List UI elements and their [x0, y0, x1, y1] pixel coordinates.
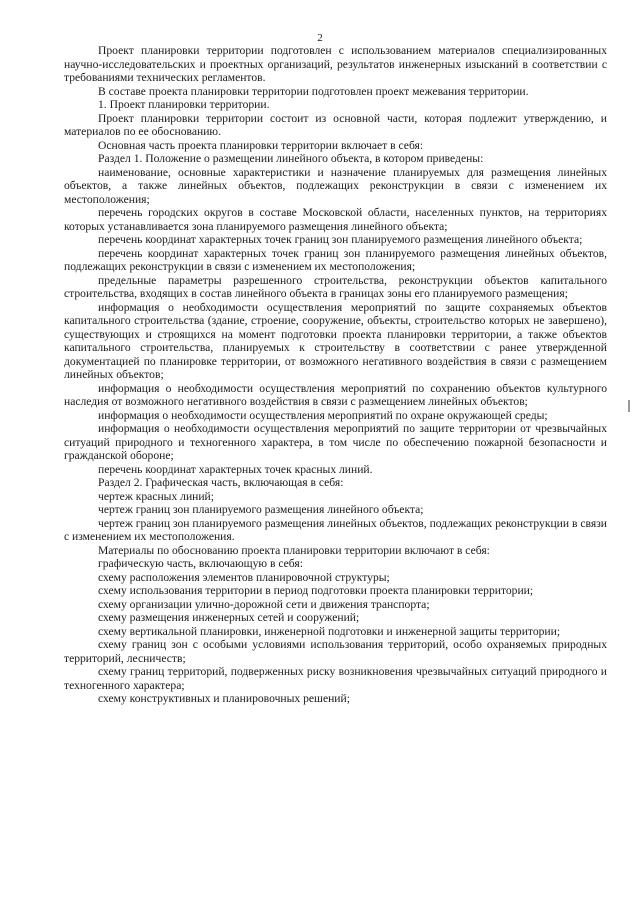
- subsection-heading-2: Раздел 2. Графическая часть, включающая в себя:: [98, 476, 344, 489]
- list-item: информация о необходимости осуществления мероприятий по защите территории от чрезвычайных ситуаций природного и техногенного характера, в том числе по обеспечению пожарной безопасности и гражданской обороне;: [64, 422, 607, 462]
- list-item: перечень городских округов в составе Московской области, населенных пунктов, на территориях которых устанавливается зона планируемого размещения линейного объекта;: [64, 206, 607, 233]
- section-heading-1: 1. Проект планировки территории.: [98, 98, 270, 111]
- list-item: наименование, основные характеристики и назначение планируемых для размещения линейных объектов, а также линейных объектов, подлежащих реконструкции в связи с изменением их местоположения;: [64, 165, 607, 206]
- list-item: информация о необходимости осуществления мероприятий по охране окружающей среды;: [98, 408, 548, 422]
- paragraph-surveying: В составе проекта планировки территории подготовлен проект межевания территории.: [98, 84, 529, 98]
- list-item: перечень координат характерных точек границ зон планируемого размещения линейного объекта;: [98, 233, 583, 246]
- list-item: чертеж красных линий;: [98, 489, 214, 503]
- paragraph-main-part: Основная часть проекта планировки территории включает в себя:: [98, 138, 424, 152]
- paragraph-composition: Проект планировки территории состоит из основной части, которая подлежит утверждению, и материалов по ее обоснованию.: [64, 111, 607, 138]
- document-body: [64, 44, 607, 706]
- list-item: перечень координат характерных точек границ зон планируемого размещения линейных объектов, подлежащих реконструкции в связи с изменением их местоположения;: [64, 246, 607, 273]
- list-item: схему конструктивных и планировочных решений;: [98, 692, 350, 705]
- list-item: схему вертикальной планировки, инженерной подготовки и инженерной защиты территории;: [98, 624, 561, 638]
- list-item: схему границ территорий, подверженных риску возникновения чрезвычайных ситуаций природного и техногенного характера;: [64, 665, 607, 692]
- list-item: схему размещения инженерных сетей и сооружений;: [98, 611, 360, 624]
- list-item: схему использования территории в период подготовки проекта планировки территории;: [98, 584, 534, 597]
- list-item: перечень координат характерных точек красных линий.: [98, 462, 373, 476]
- list-item: схему границ зон с особыми условиями использования территорий, особо охраняемых природных территорий, лесничеств;: [64, 638, 607, 665]
- paragraph-intro: Проект планировки территории подготовлен с использованием материалов специализированных научно-исследовательских и проектных организаций, результатов инженерных изысканий в соответствии с требованиями технических регламентов.: [64, 44, 607, 84]
- page-number: 2: [317, 32, 323, 44]
- list-item: информация о необходимости осуществления мероприятий по сохранению объектов культурного наследия от возможного негативного воздействия в связи с размещением линейных объектов;: [64, 381, 607, 408]
- list-item: предельные параметры разрешенного строительства, реконструкции объектов капитального строительства, входящих в состав линейного объекта в границах зоны его планируемого размещения;: [64, 273, 607, 300]
- subsection-heading-1: Раздел 1. Положение о размещении линейного объекта, в котором приведены:: [98, 152, 484, 165]
- list-item: схему расположения элементов планировочной структуры;: [98, 570, 390, 584]
- list-item: информация о необходимости осуществления мероприятий по защите сохраняемых объектов капитального строительства (здание, строение, сооружение, объекты, строительство которых не завершено), существующих и строящихся на момент подготовки проекта планировки территории, а также объектов капитального строительства, планируемых к строительству в соответствии с ранее утвержденной документацией по планировке территории, от возможного негативного воздействия в связи с размещением линейных объектов;: [64, 300, 607, 381]
- scan-margin-mark: [628, 400, 630, 412]
- paragraph-justification: Материалы по обоснованию проекта планировки территории включают в себя:: [98, 543, 490, 557]
- list-item: чертеж границ зон планируемого размещения линейных объектов, подлежащих реконструкции в связи с изменением их местоположения.: [64, 516, 607, 543]
- list-item: чертеж границ зон планируемого размещения линейного объекта;: [98, 503, 424, 516]
- list-item: графическую часть, включающую в себя:: [98, 557, 303, 570]
- list-item: схему организации улично-дорожной сети и движения транспорта;: [98, 597, 430, 611]
